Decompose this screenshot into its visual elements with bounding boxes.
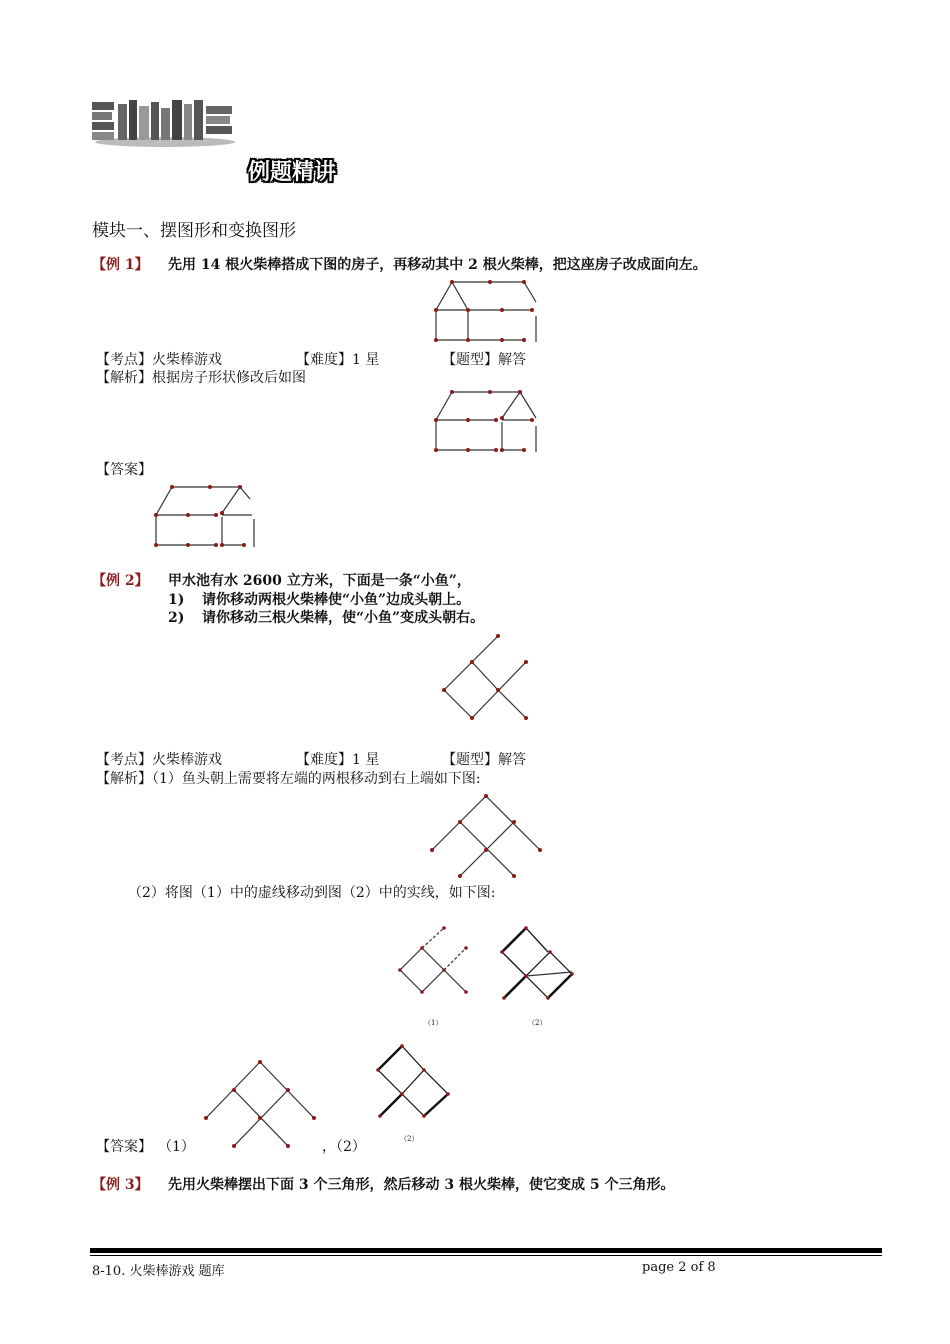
difficulty-label: 【难度】 — [296, 752, 352, 768]
point-label: 【考点】 — [96, 752, 152, 768]
analysis-label: 【解析】 — [96, 370, 152, 386]
example-1-question: 先用 14 根火柴棒搭成下图的房子，再移动其中 2 根火柴棒，把这座房子改成面向左。 — [168, 257, 707, 273]
item-number: 1) — [168, 592, 185, 608]
example-2-tag: 【例 2】 — [92, 573, 149, 589]
answer-fig-caption: （2） — [400, 1135, 419, 1143]
example-3-question: 先用火柴棒摆出下面 3 个三角形，然后移动 3 根火柴棒，使它变成 5 个三角形。 — [168, 1177, 675, 1193]
example-2-answer-1: （1） — [158, 1139, 195, 1155]
fig-caption-1: （1） — [424, 1019, 443, 1027]
house-figure-modified — [430, 388, 540, 458]
example-2-analysis-2: （2）将图（1）中的虚线移动到图（2）中的实线，如下图: — [128, 885, 496, 901]
fish-answer-1 — [202, 1058, 326, 1152]
example-1-answer-label: 【答案】 — [96, 462, 152, 478]
analysis-label: 【解析】 — [96, 771, 152, 787]
fig-caption-2: （2） — [528, 1019, 547, 1027]
example-1-type — [442, 351, 526, 369]
footer-rule-thin — [90, 1255, 882, 1256]
fish-answer-2 — [372, 1040, 452, 1134]
fish-figure-original — [440, 632, 532, 722]
example-2-point — [96, 751, 222, 769]
footer-rule — [90, 1248, 882, 1253]
example-1-analysis — [96, 369, 306, 387]
example-2-analysis-1 — [96, 770, 481, 788]
type-label: 【题型】 — [442, 352, 498, 368]
section-heading: 模块一、摆图形和变换图形 — [92, 221, 296, 241]
item-text: 请你移动三根火柴棒，使“小鱼”变成头朝右。 — [202, 610, 485, 626]
point-label: 【考点】 — [96, 352, 152, 368]
example-2-difficulty — [296, 751, 379, 769]
example-3-tag: 【例 3】 — [92, 1177, 149, 1193]
fish-figure-head-up — [428, 792, 548, 880]
example-1-tag: 【例 1】 — [92, 257, 149, 273]
difficulty-value: 1 星 — [352, 752, 380, 768]
point-value: 火柴棒游戏 — [152, 352, 222, 368]
fish-figure-step-1 — [396, 926, 476, 1006]
difficulty-value: 1 星 — [352, 352, 380, 368]
example-2-question: 甲水池有水 2600 立方米，下面是一条“小鱼”， — [168, 573, 471, 589]
difficulty-label: 【难度】 — [296, 352, 352, 368]
item-text: 请你移动两根火柴棒使“小鱼”边成头朝上。 — [202, 592, 471, 608]
type-value: 解答 — [498, 752, 526, 768]
example-2-item-1 — [168, 591, 470, 609]
analysis-text: （1）鱼头朝上需要将左端的两根移动到右上端如下图: — [152, 771, 481, 787]
footer-left: 8-10. 火柴棒游戏 题库 — [92, 1264, 225, 1279]
books-logo-icon — [90, 98, 236, 148]
analysis-text: 根据房子形状修改后如图 — [152, 370, 306, 386]
example-2-item-2 — [168, 609, 484, 627]
example-2-answer-label: 【答案】 — [96, 1139, 152, 1155]
house-figure-original — [430, 278, 540, 348]
fish-figure-step-2 — [498, 922, 580, 1006]
banner-title: 例题精讲 — [248, 160, 337, 185]
example-1-info-row — [96, 351, 222, 369]
type-value: 解答 — [498, 352, 526, 368]
example-1-difficulty — [296, 351, 379, 369]
footer-page-number: page 2 of 8 — [642, 1260, 716, 1275]
item-number: 2) — [168, 610, 185, 626]
example-2-answer-sep: ，（2） — [322, 1139, 366, 1155]
type-label: 【题型】 — [442, 752, 498, 768]
house-figure-answer — [150, 483, 260, 553]
example-2-type — [442, 751, 526, 769]
point-value: 火柴棒游戏 — [152, 752, 222, 768]
